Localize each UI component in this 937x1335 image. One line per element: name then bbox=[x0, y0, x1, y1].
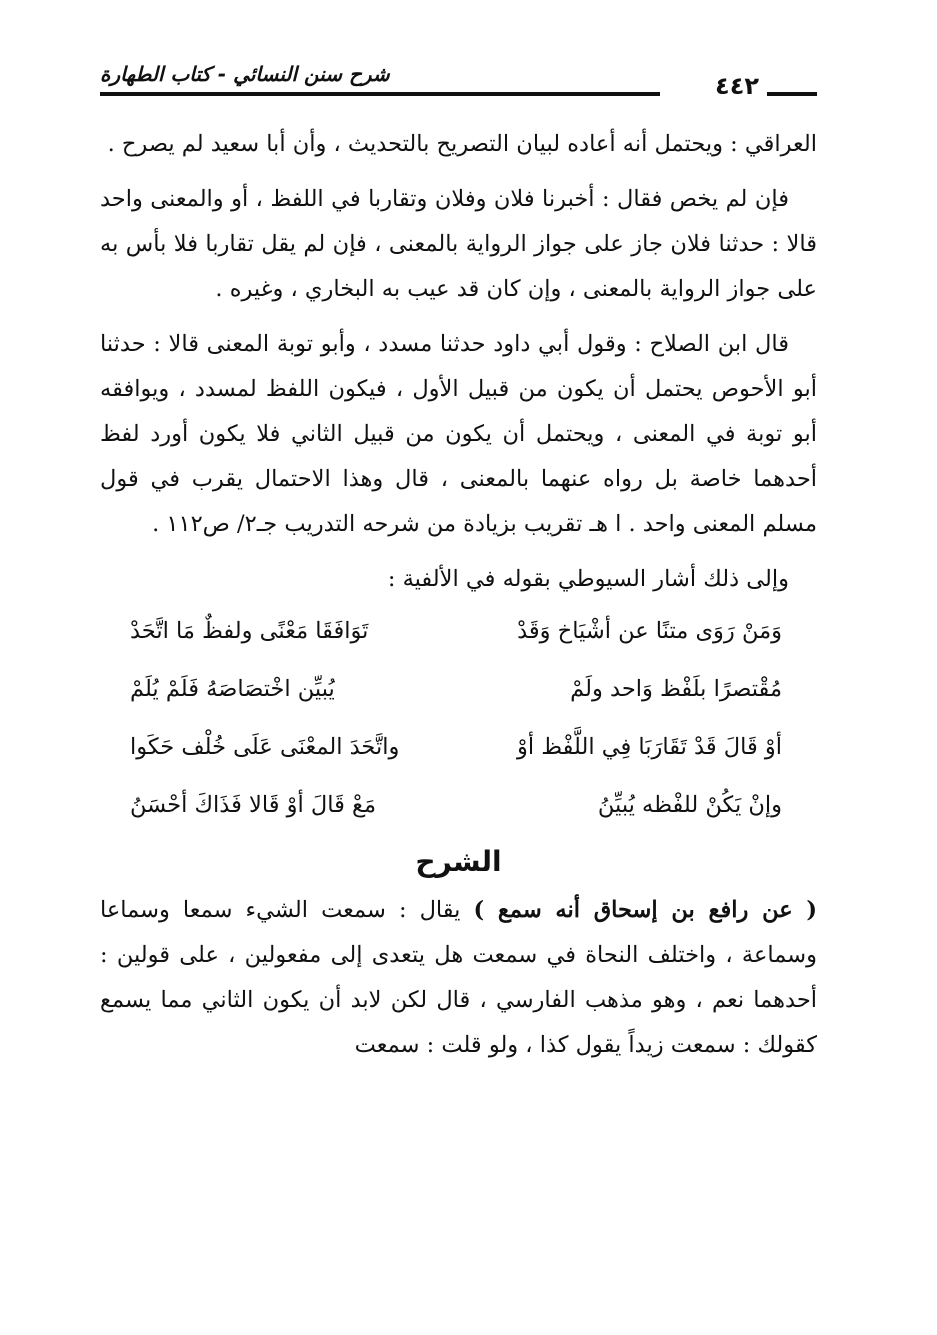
verse-second-hemistich: تَوَافَقَا مَعْنًى ولفظٌ مَا اتَّحَدْ bbox=[130, 617, 369, 644]
verse-second-hemistich: واتَّحَدَ المعْنَى عَلَى خُلْف حَكَوا bbox=[130, 733, 400, 760]
header-rule-left bbox=[100, 92, 660, 96]
commentary-paragraph bbox=[100, 888, 817, 1068]
verse-line bbox=[100, 776, 817, 834]
commentary-text: يقال : سمعت الشيء سمعا وسماعا وسماعة ، واختلف النحاة في سمعت هل يتعدى إلى مفعولين ، على قولين : أحدهما نعم ، وهو مذهب الفارسي ، قال لكن لابد أن يكون الثاني مما يسمع كقولك : سمعت زيداً يقول كذا ، ولو قلت : سمعت bbox=[100, 897, 817, 1058]
paragraph: فإن لم يخص فقال : أخبرنا فلان وفلان وتقاربا في اللفظ ، أو والمعنى واحد قالا : حدثنا فلان جاز على جواز الرواية بالمعنى ، فإن لم يقل تقاربا فلا بأس به على جواز الرواية بالمعنى ، وإن كان قد عيب به البخاري ، وغيره . bbox=[100, 186, 817, 302]
section-heading: الشرح bbox=[415, 845, 502, 878]
paragraph: العراقي : ويحتمل أنه أعاده لبيان التصريح بالتحديث ، وأن أبا سعيد لم يصرح . bbox=[107, 131, 817, 157]
page-body bbox=[100, 122, 817, 1068]
verse-line bbox=[100, 718, 817, 776]
verse-second-hemistich: يُبيِّن اخْتصَاصَهُ فَلَمْ يُلَمْ bbox=[130, 675, 335, 702]
verse-first-hemistich: وَمَنْ رَوَى متنًا عن أشْيَاخ وَقَدْ bbox=[517, 617, 782, 644]
commentary-quote: ( عن رافع بن إسحاق أنه سمع ) bbox=[473, 897, 817, 923]
running-title: شرح سنن النسائي - كتاب الطهارة bbox=[100, 62, 390, 86]
page-number: ٤٤٢ bbox=[715, 72, 759, 100]
verse-first-hemistich: وإنْ يَكُنْ للفْظه يُبيِّنُ bbox=[597, 791, 782, 818]
page-header bbox=[100, 62, 817, 108]
verse-line bbox=[100, 602, 817, 660]
verse-line bbox=[100, 660, 817, 718]
header-rule-right bbox=[767, 92, 817, 96]
paragraph: قال ابن الصلاح : وقول أبي داود حدثنا مسدد ، وأبو توبة المعنى قالا : حدثنا أبو الأحوص يحتمل أن يكون من قبيل الأول ، فيكون اللفظ لمسدد ، ويوافقه أبو توبة في المعنى ، ويحتمل أن يكون من قبيل الثاني فلا يكون أورد لفظ أحدهما خاصة بل رواه عنهما بالمعنى ، قال وهذا الاحتمال يقرب في قول مسلم المعنى واحد . ا هـ تقريب بزيادة من شرحه التدريب جـ٢/ ص١١٢ . bbox=[100, 331, 817, 537]
poem-verses bbox=[100, 602, 817, 834]
paragraph: وإلى ذلك أشار السيوطي بقوله في الألفية : bbox=[387, 566, 789, 592]
verse-first-hemistich: أوْ قَالَ قَدْ تَقَارَبَا فِي اللَّفْظ أوْ bbox=[517, 733, 782, 760]
verse-first-hemistich: مُقْتصرًا بلَفْظ وَاحد ولَمْ bbox=[570, 675, 782, 702]
verse-second-hemistich: مَعْ قَالَ أوْ قَالا فَذَاكَ أحْسَنُ bbox=[130, 791, 377, 818]
